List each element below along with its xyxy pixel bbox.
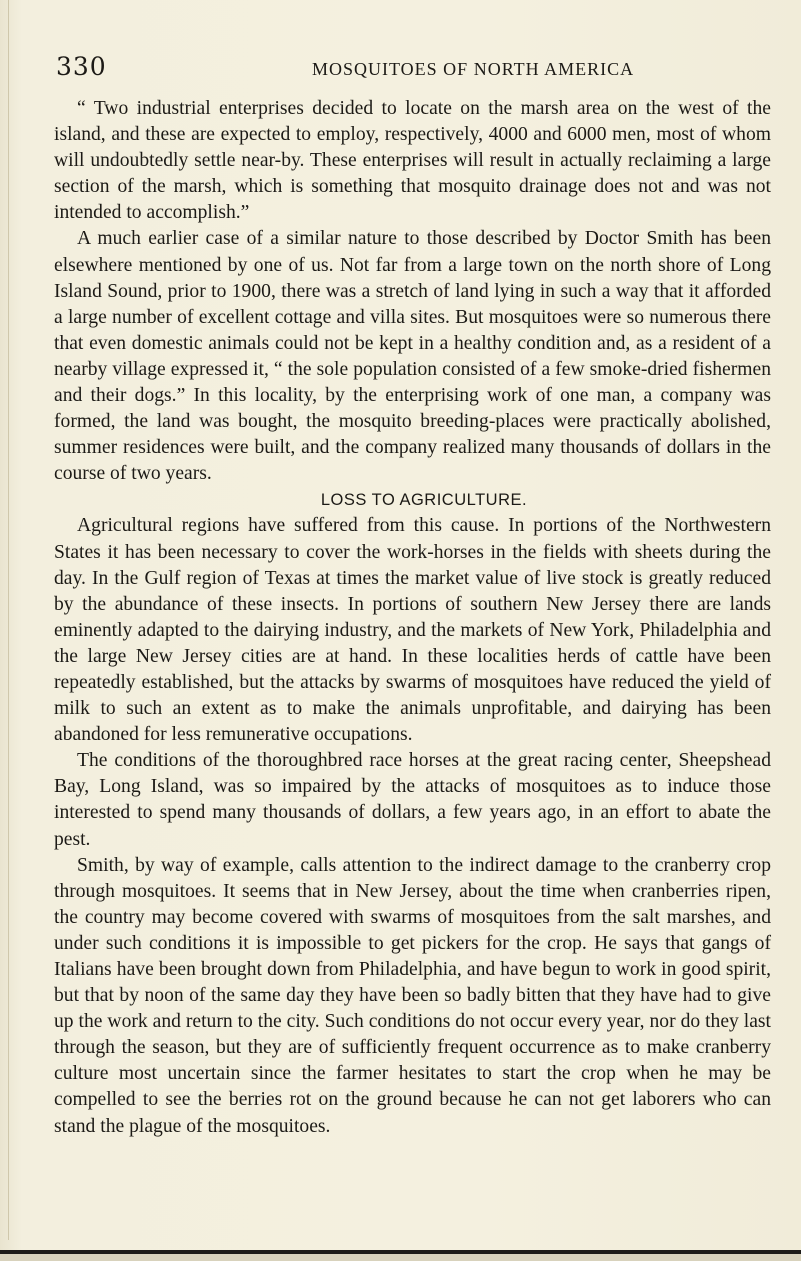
paragraph-race-horses: The conditions of the thoroughbred race horses at the great racing center, Sheepshead Bay, Long Island, was so impaired by the attacks of mosquitoes as to induce those interested to spend many thousands of dollars, a few years ago, in an effort to abate the pest. [54, 750, 771, 850]
paragraph-long-island: A much earlier case of a similar nature to those described by Doctor Smith has been elsewhere mentioned by one of us. Not far from a large town on the north shore of Long Island Sound, prior to 1900, there was a stretch of land lying in such a way that it afforded a large number of excellent cottage and villa sites. But mosquitoes were so numerous there that even domestic animals could not be kept in a healthy condition and, as a resident of a nearby village expressed it, “ the sole population consisted of a few smoke-dried fishermen and their dogs.” In this locality, by the enterprising work of one man, a company was formed, the land was bought, the mosquito breeding-places were practically abolished, summer residences were built, and the company realized many thousands of dollars in the course of two years. [54, 228, 771, 485]
page-header [56, 52, 756, 82]
paragraph-cranberry: Smith, by way of example, calls attention to the indirect damage to the cranberry crop through mosquitoes. It seems that in New Jersey, about the time when cranberries ripen, the country may become covered with swarms of mosquitoes from the salt marshes, and under such conditions it is impossible to get pickers for the crop. He says that gangs of Italians have been brought down from Philadelphia, and have begun to work in good spirit, but that by noon of the same day they have been so badly bitten that they have had to give up the work and return to the city. Such conditions do not occur every year, nor do they last through the season, but they are of sufficiently frequent occurrence as to make cranberry culture most uncertain since the farmer hesitates to start the crop when he may be compelled to see the berries rot on the ground because he can not get laborers who can stand the plague of the mosquitoes. [54, 854, 771, 1137]
paragraph-agriculture: Agricultural regions have suffered from this cause. In portions of the Northwestern States it has been necessary to cover the work-horses in the fields with sheets during the day. In the Gulf region of Texas at times the market value of live stock is greatly reduced by the abundance of these insects. In portions of southern New Jersey there are lands eminently adapted to the dairying industry, and the markets of New York, Philadelphia and the large New Jersey cities are at hand. In these localities herds of cattle have been repeatedly established, but the attacks by swarms of mosquitoes have reduced the yield of milk to such an extent as to make the animals unprofitable, and dairying has been abandoned for less remunerative occupations. [54, 515, 771, 746]
bottom-edge-shadow [0, 1254, 801, 1261]
binding-gutter-line [8, 0, 9, 1240]
page-number: 330 [56, 52, 107, 81]
running-head: MOSQUITOES OF NORTH AMERICA [312, 59, 635, 79]
section-heading: LOSS TO AGRICULTURE. [320, 491, 528, 510]
body-text [54, 96, 771, 1140]
paragraph-quote: “ Two industrial enterprises decided to locate on the marsh area on the west of the island, and these are expected to employ, respectively, 4000 and 6000 men, most of whom will undoubtedly settle near-by. These enterprises will result in actually reclaiming a large section of the marsh, which is something that mosquito drainage does not and was not intended to accomplish.” [54, 98, 771, 224]
